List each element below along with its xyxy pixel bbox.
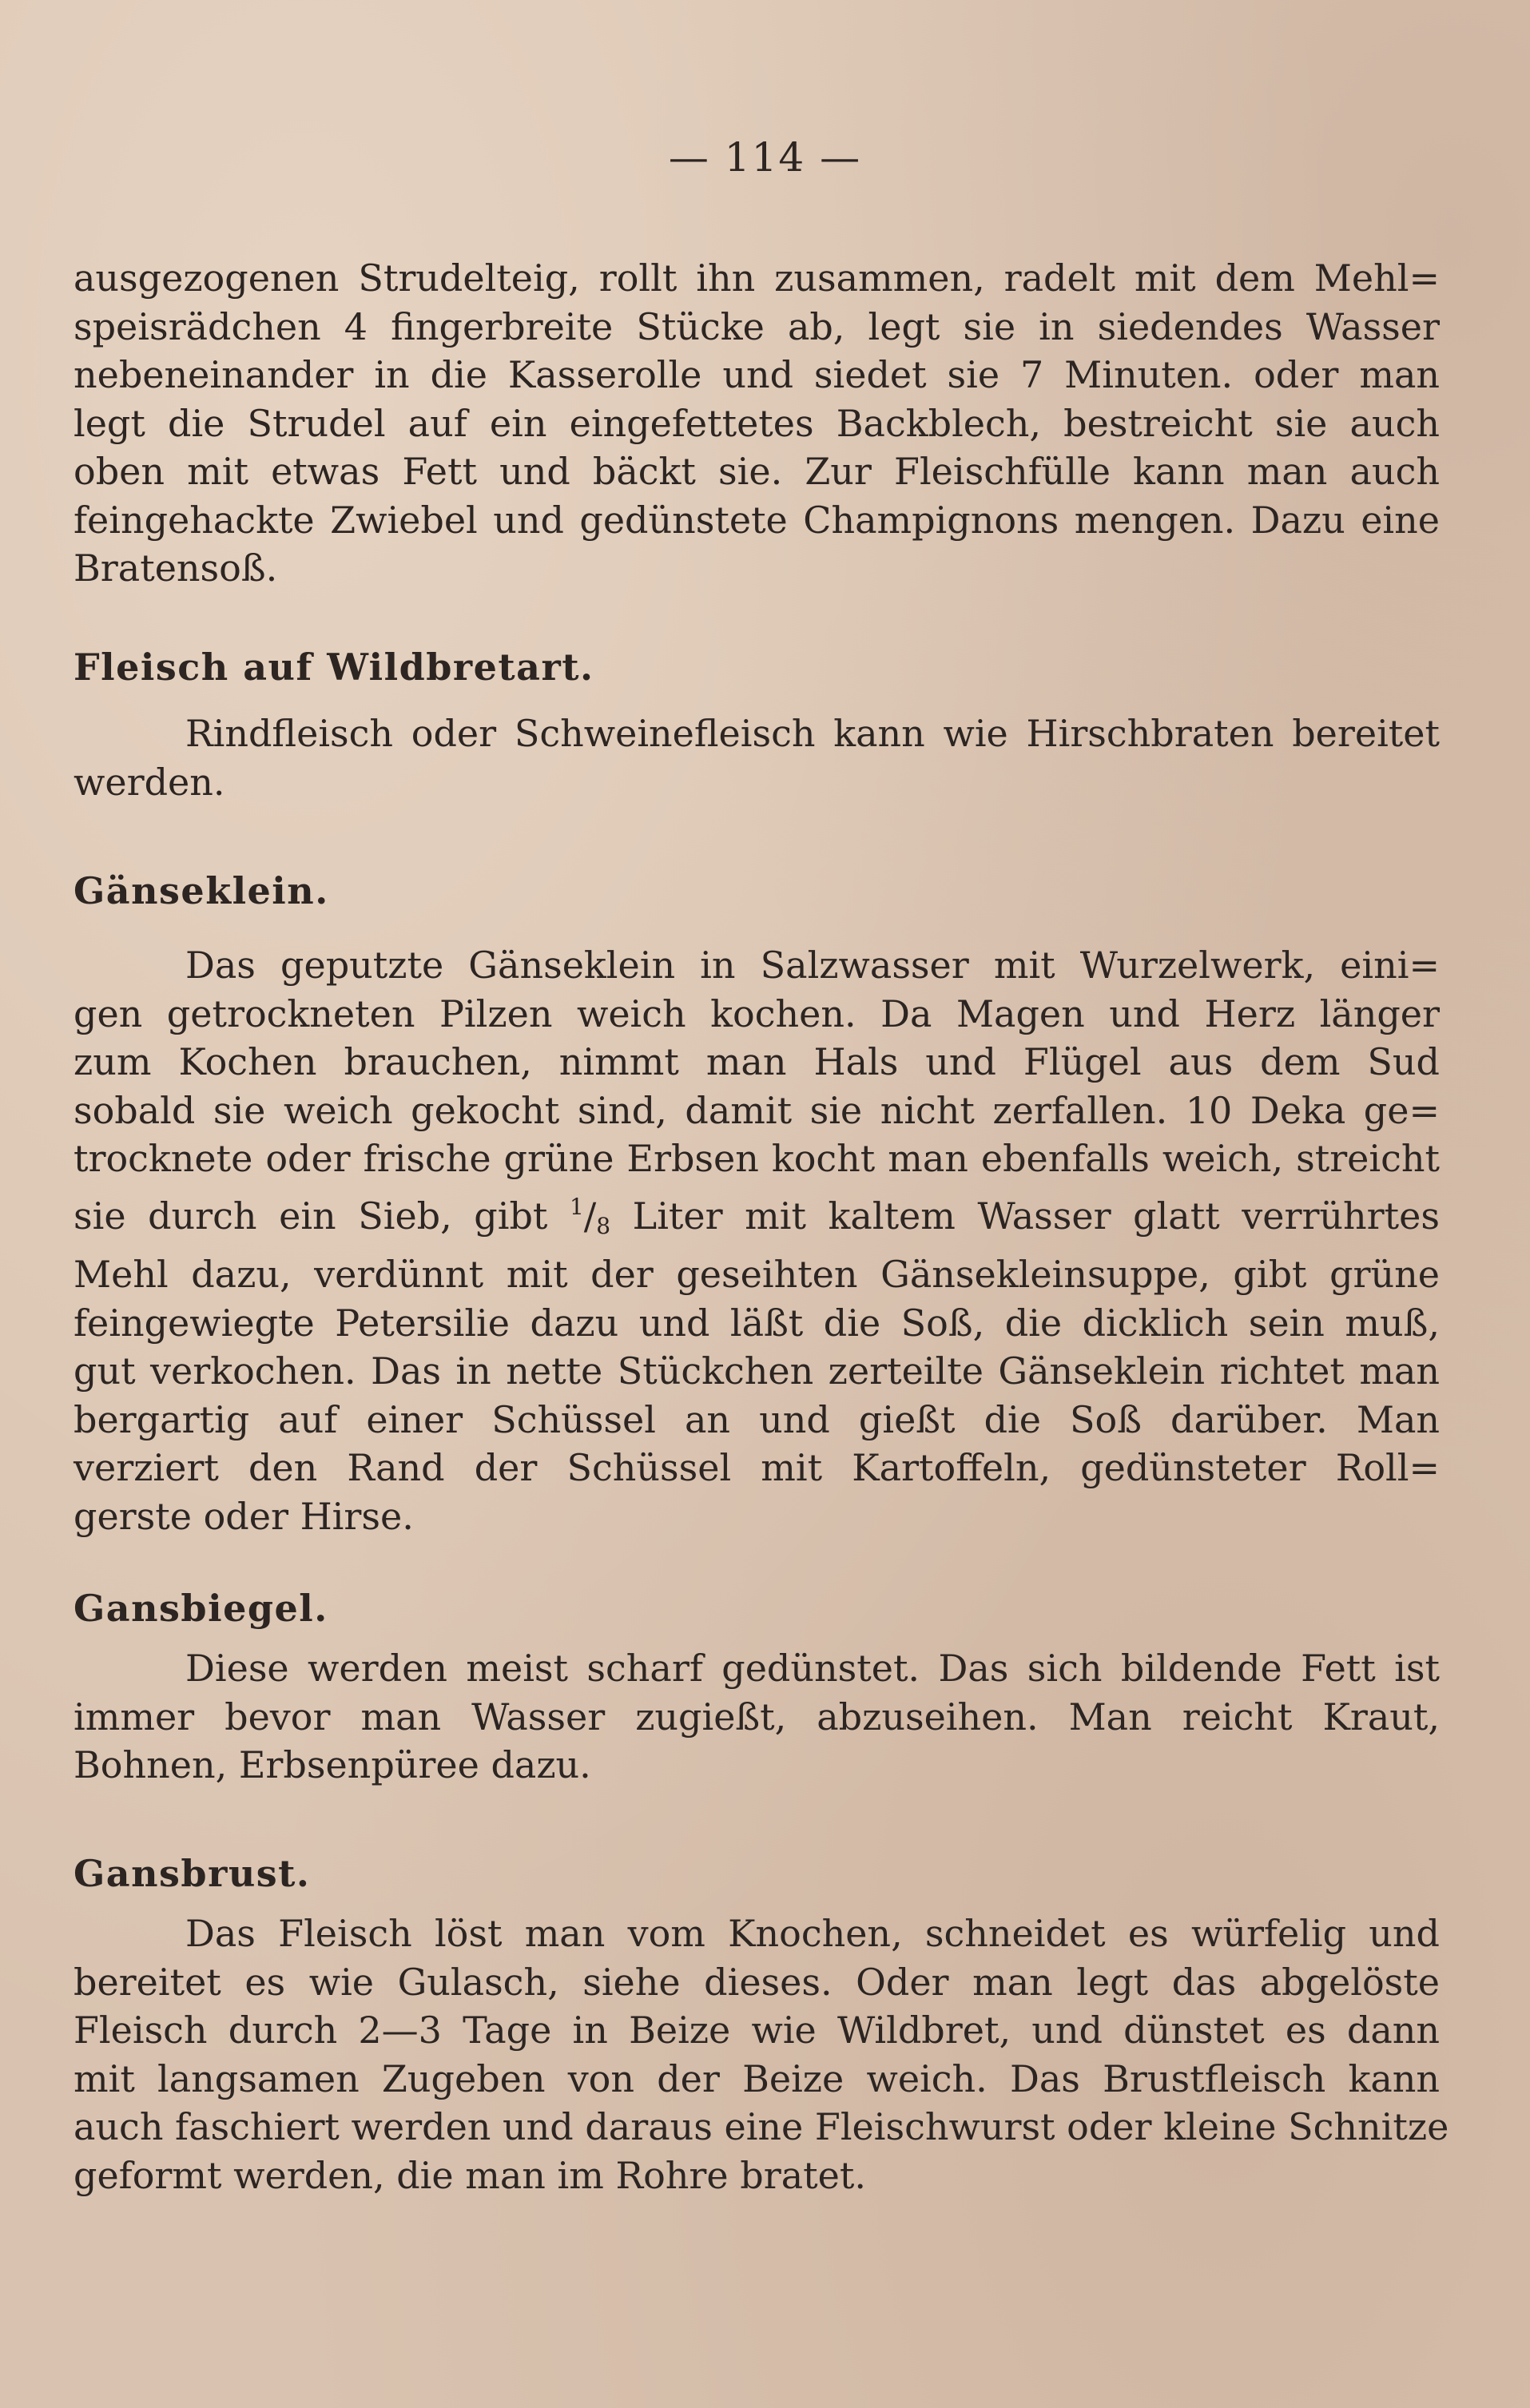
text-line: zum Kochen brauchen, nimmt man Hals und Flügel aus dem Sud [74, 1040, 1440, 1083]
text-line: Das Fleisch löst man vom Knochen, schneidet es würfelig und [185, 1912, 1440, 1955]
text-line: Bohnen, Erbsenpüree dazu. [74, 1743, 591, 1786]
text-line: Rindfleisch oder Schweinefleisch kann wie Hirschbraten bereitet [185, 712, 1440, 755]
text-line: legt die Strudel auf ein eingefettetes Backblech, bestreicht sie auch [74, 401, 1440, 445]
text-line: Diese werden meist scharf gedünstet. Das sich bildende Fett ist [185, 1647, 1440, 1690]
text-line: verziert den Rand der Schüssel mit Kartoffeln, gedünsteter Roll= [74, 1446, 1440, 1489]
text-line: bereitet es wie Gulasch, siehe dieses. Oder man legt das abgelöste [74, 1960, 1440, 2004]
paragraph-gansbiegel [74, 1644, 1440, 1790]
text-line: bergartig auf einer Schüssel an und gießt die Soß darüber. Man [74, 1397, 1440, 1441]
text-line: speisrädchen 4 fingerbreite Stücke ab, legt sie in siedendes Wasser [74, 304, 1440, 348]
text-line: gut verkochen. Das in nette Stückchen zerteilte Gänseklein richtet man [74, 1349, 1440, 1393]
heading-gansbrust: Gansbrust. [74, 1852, 311, 1895]
text-line: oben mit etwas Fett und bäckt sie. Zur Fleischfülle kann man auch [74, 450, 1440, 493]
text-line: sobald sie weich gekocht sind, damit sie nicht zerfallen. 10 Deka ge= [74, 1088, 1440, 1132]
text-line: ausgezogenen Strudelteig, rollt ihn zusammen, radelt mit dem Mehl= [74, 256, 1440, 300]
text-line: immer bevor man Wasser zugießt, abzuseihen. Man reicht Kraut, [74, 1695, 1440, 1738]
text-line-fraction [74, 1183, 1440, 1251]
text-line: gen getrockneten Pilzen weich kochen. Da Magen und Herz länger [74, 991, 1440, 1035]
paragraph-strudel-continued [74, 254, 1440, 593]
paragraph-gaenseklein [74, 941, 1440, 1540]
text-line: feingehackte Zwiebel und gedünstete Champignons mengen. Dazu eine [74, 498, 1440, 542]
text-line: geformt werden, die man im Rohre bratet. [74, 2153, 866, 2197]
heading-fleisch-auf-wildbretart: Fleisch auf Wildbretart. [74, 646, 594, 689]
text-line: werden. [74, 760, 225, 804]
text-line: nebeneinander in die Kasserolle und siedet sie 7 Minuten. oder man [74, 353, 1440, 396]
fraction-line-after: Liter mit kaltem Wasser glatt verrührtes [610, 1194, 1440, 1238]
fraction-slash: / [583, 1194, 597, 1238]
text-line: trocknete oder frische grüne Erbsen kocht man ebenfalls weich, streicht [74, 1137, 1440, 1180]
text-line: Bratensoß. [74, 546, 278, 590]
page-number: — 114 — [668, 134, 862, 181]
paragraph-wildbretart [74, 709, 1440, 806]
fraction-denominator: 8 [596, 1212, 611, 1239]
text-line: Das geputzte Gänseklein in Salzwasser mit Wurzelwerk, eini= [185, 944, 1440, 987]
text-line: Fleisch durch 2—3 Tage in Beize wie Wildbret, und dünstet es dann [74, 2009, 1440, 2052]
text-line: mit langsamen Zugeben von der Beize weich. Das Brustfleisch kann [74, 2056, 1440, 2100]
paragraph-gansbrust [74, 1909, 1449, 2199]
text-line: Mehl dazu, verdünnt mit der geseihten Gänsekleinsuppe, gibt grüne [74, 1253, 1440, 1296]
text-line: gerste oder Hirse. [74, 1494, 414, 1538]
heading-gaenseklein: Gänseklein. [74, 869, 329, 912]
text-line: auch faschiert werden und daraus eine Fleischwurst oder kleine Schnitze [74, 2105, 1449, 2148]
fraction-numerator: 1 [569, 1193, 584, 1220]
text-line: feingewiegte Petersilie dazu und läßt die Soß, die dicklich sein muß, [74, 1301, 1440, 1345]
fraction-line-before: sie durch ein Sieb, gibt [74, 1194, 570, 1238]
heading-gansbiegel: Gansbiegel. [74, 1587, 328, 1630]
